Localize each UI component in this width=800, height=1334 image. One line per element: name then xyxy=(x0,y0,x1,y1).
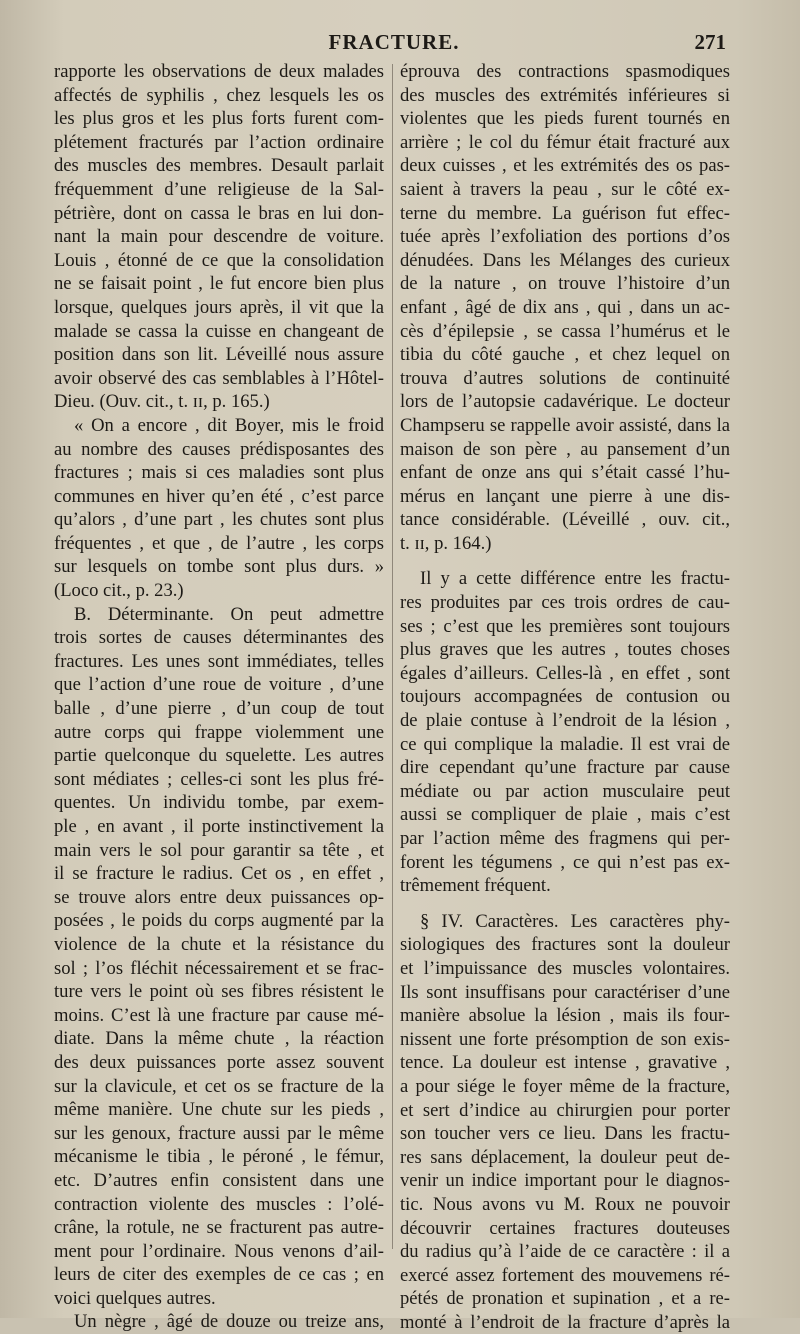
text-line: mérus en lançant une pierre à une dis- xyxy=(400,485,730,507)
text-line: fréquemment d’une religieuse de la Sal- xyxy=(54,178,384,200)
text-line: même manière. Une chute sur les pieds , xyxy=(54,1099,384,1121)
text-line: lors de l’autopsie cadavérique. Le docteur xyxy=(400,391,730,413)
text-line: partie quelconque du squelette. Les autres xyxy=(54,745,384,767)
text-line: enfant , âgé de dix ans , qui , dans un ac- xyxy=(400,296,730,318)
text-line: diate. Dans la même chute , la réaction xyxy=(54,1028,384,1050)
text-line: fréquentes , et que , de l’autre , les corps xyxy=(54,532,384,554)
text-line: § IV. Caractères. Les caractères phy- xyxy=(420,910,730,932)
text-line: les plus gros et les plus forts furent com- xyxy=(54,108,384,130)
text-line: cès d’épilepsie , se cassa l’humérus et le xyxy=(400,320,730,342)
running-title: FRACTURE. xyxy=(328,30,460,54)
text-line: ture vers le point où ses fibres résistent le xyxy=(54,981,384,1003)
text-line: etc. D’autres enfin consistent dans une xyxy=(54,1169,384,1191)
text-line: affectés de syphilis , chez lesquels les os xyxy=(54,84,384,106)
text-line: des muscles des extrémités inférieures si xyxy=(400,84,730,106)
text-line: Louis , étonné de ce que la consolidation xyxy=(54,249,384,271)
text-line: se trouve alors entre deux puissances op- xyxy=(54,886,384,908)
text-line: manière absolue la lésion , mais ils four- xyxy=(400,1005,730,1027)
text-line: enfant de onze ans qui s’était cassé l’hu- xyxy=(400,462,730,484)
left-text-column xyxy=(54,60,384,1334)
text-line: médiate ou par action musculaire peut xyxy=(400,780,730,802)
text-line: saient à travers la peau , sur le côté ex- xyxy=(400,178,730,200)
text-line: ple , en avant , il porte instinctivement la xyxy=(54,816,384,837)
text-line: fractures ; mais si ces maladies sont plus xyxy=(54,462,384,484)
text-line: de plaie contuse à l’endroit de la lésion , xyxy=(400,710,730,732)
text-line: découvrir certaines fractures douteuses xyxy=(400,1217,730,1239)
text-line: exercé assez fortement des mouvemens ré- xyxy=(400,1264,730,1286)
text-line: aussi se compliquer de plaie , mais c’est xyxy=(400,804,730,826)
text-line: contraction violente des muscles : l’olé- xyxy=(54,1193,384,1215)
text-line: monté à l’endroit de la fracture d’après la xyxy=(400,1311,730,1333)
text-line: Un nègre , âgé de douze ou treize ans, xyxy=(74,1311,384,1333)
text-line: Champseru se rappelle avoir assisté, dans la xyxy=(400,414,730,436)
text-line: a pour siége le foyer même de la fracture, xyxy=(400,1075,730,1097)
text-line: lorsque, quelques jours après, il vit que la xyxy=(54,296,384,318)
text-line: nissent une forte présomption de son exis- xyxy=(400,1028,730,1050)
text-line: éprouva des contractions spasmodiques xyxy=(400,61,730,82)
text-line: tibia du côté gauche , et chez lequel on xyxy=(400,344,730,366)
text-line: « On a encore , dit Boyer, mis le froid xyxy=(74,414,384,436)
text-line: dénudées. Dans les Mélanges des curieux xyxy=(400,249,730,271)
text-line: forent les tégumens , ce qui n’est pas ex- xyxy=(400,851,730,873)
text-line: égales d’ailleurs. Celles-là , en effet , sont xyxy=(400,662,730,684)
text-line: des deux puissances porte assez souvent xyxy=(54,1051,384,1073)
text-line: plétement fracturés par l’action ordinaire xyxy=(54,131,384,153)
text-line: siologiques des fractures sont la douleur xyxy=(400,934,730,956)
text-line: tic. Nous avons vu M. Roux ne pouvoir xyxy=(400,1193,730,1215)
text-line: (Loco cit., p. 23.) xyxy=(54,580,184,602)
text-line: qu’alors , d’une part , les chutes sont plus xyxy=(54,509,384,531)
page-number: 271 xyxy=(694,30,726,54)
text-line: et sert d’indice au chirurgien pour porter xyxy=(400,1099,730,1121)
text-line: que l’action d’une roue de voiture , d’une xyxy=(54,674,384,696)
text-line: nant la main pour descendre de voiture. xyxy=(54,226,384,248)
text-line: sol ; l’os fléchit nécessairement et se frac- xyxy=(54,957,384,979)
text-line: moins. C’est là une fracture par cause mé- xyxy=(54,1004,384,1026)
text-line: trois sortes de causes déterminantes des xyxy=(54,627,384,649)
text-line: Ils sont insuffisans pour caractériser d’une xyxy=(400,981,730,1003)
paragraph-gap xyxy=(400,898,730,910)
text-line: violence de la chute et la résistance du xyxy=(54,933,384,955)
text-line: Dieu. (Ouv. cit., t. ɪɪ, p. 165.) xyxy=(54,391,270,413)
text-line: B. Déterminante. On peut admettre xyxy=(74,603,384,625)
text-line: par l’action même des fragmens qui per- xyxy=(400,828,730,849)
right-text-column xyxy=(400,60,730,1334)
text-line: ne se faisait point , le fut encore bien plus xyxy=(54,273,384,295)
text-line: res produites par ces trois ordres de cau- xyxy=(400,592,730,614)
text-line: tance considérable. (Léveillé , ouv. cit., xyxy=(400,509,730,531)
text-line: Il y a cette différence entre les fractu- xyxy=(420,568,730,590)
text-line: autre corps qui frappe violemment une xyxy=(54,721,384,743)
paragraph-gap xyxy=(400,555,730,567)
text-line: leurs de citer des exemples de ce cas ; en xyxy=(54,1264,384,1286)
text-line: son toucher vers ce lieu. Dans les fractu- xyxy=(400,1123,730,1145)
text-line: trouva d’autres solutions de continuité xyxy=(400,367,730,389)
text-line: venir un indice important pour le diagnos- xyxy=(400,1170,730,1192)
text-line: dire cependant qu’une fracture par cause xyxy=(400,757,730,779)
text-line: pétrière, dont on cassa le bras en lui don- xyxy=(54,202,384,224)
text-line: ses ; c’est que les premières sont toujours xyxy=(400,615,730,637)
text-line: et l’impuissance des muscles volontaires. xyxy=(400,957,730,979)
text-line: toujours accompagnées de contusion ou xyxy=(400,686,730,708)
text-line: quentes. Un individu tombe, par exem- xyxy=(54,792,384,814)
text-line: ment pour l’ordinaire. Nous venons d’ail- xyxy=(54,1240,384,1262)
text-line: arrière ; le col du fémur était fracturé aux xyxy=(400,131,730,153)
text-line: avoir observé des cas semblables à l’Hôtel- xyxy=(54,367,384,389)
text-line: sur lesquels on tombe sont plus durs. » xyxy=(54,556,384,578)
text-line: maison de son père , au pansement d’un xyxy=(400,438,730,460)
text-line: rapporte les observations de deux malades xyxy=(54,61,384,82)
text-line: pétés de pronation et supination , et a re- xyxy=(400,1288,730,1310)
text-line: posées , le poids du corps augmenté par la xyxy=(54,910,384,932)
text-line: au nombre des causes prédisposantes des xyxy=(54,438,384,460)
text-line: main vers le sol pour garantir sa tête , et xyxy=(54,839,384,861)
text-line: res sans déplacement, la douleur peut de- xyxy=(400,1146,730,1168)
text-line: sont médiates ; celles-ci sont les plus fré- xyxy=(54,768,384,790)
text-line: crâne, la rotule, ne se fracturent pas autre- xyxy=(54,1217,384,1239)
text-line: fractures. Les unes sont immédiates, telles xyxy=(54,650,384,672)
text-line: t. ɪɪ, p. 164.) xyxy=(400,532,492,554)
text-line: terne du membre. La guérison fut effec- xyxy=(400,202,730,224)
text-line: violentes que les pieds furent tournés en xyxy=(400,108,730,130)
running-head xyxy=(56,30,732,58)
text-line: mécanisme le tibia , le péroné , le fémur, xyxy=(54,1146,384,1168)
text-line: balle , d’une pierre , d’un coup de tout xyxy=(54,698,384,720)
text-line: malade se cassa la cuisse en changeant de xyxy=(54,320,384,342)
column-divider xyxy=(392,64,393,1249)
text-line: tuée après l’exfoliation des portions d’os xyxy=(400,226,730,248)
text-line: sur les genoux, fracture aussi par le même xyxy=(54,1122,384,1144)
text-line: communes en hiver qu’en été , c’est parce xyxy=(54,485,384,507)
text-line: il se fracture le radius. Cet os , en effet , xyxy=(54,863,384,885)
text-line: deux cuisses , et les extrémités des os pas- xyxy=(400,155,730,177)
text-line: ce qui complique la maladie. Il est vrai de xyxy=(400,733,730,755)
text-line: voici quelques autres. xyxy=(54,1287,216,1309)
text-line: de la nature , on trouve l’histoire d’un xyxy=(400,273,730,295)
text-line: plus graves que les autres , toutes choses xyxy=(400,639,730,661)
text-line: tence. La douleur est intense , gravative , xyxy=(400,1052,730,1074)
text-line: position dans son lit. Léveillé nous assure xyxy=(54,344,384,366)
text-line: trêmement fréquent. xyxy=(400,875,551,897)
text-line: sur la clavicule, et cet os se fracture de la xyxy=(54,1075,384,1097)
text-line: des muscles des membres. Desault parlait xyxy=(54,155,384,177)
text-line: du radius qu’à l’aide de ce caractère : il a xyxy=(400,1241,730,1263)
